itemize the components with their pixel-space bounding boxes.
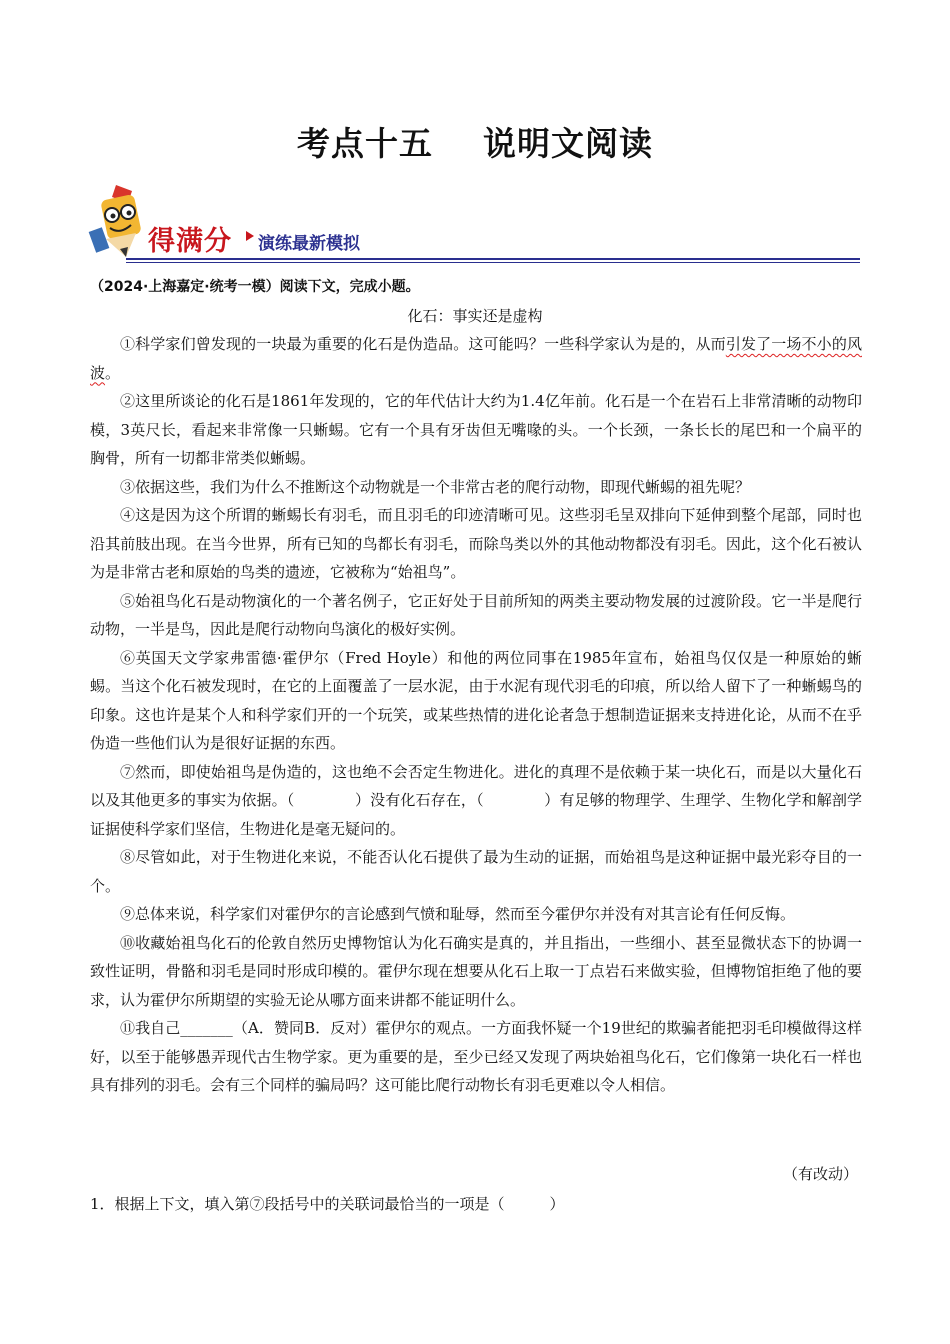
paragraph-3: ③依据这些，我们为什么不推断这个动物就是一个非常古老的爬行动物，即现代蜥蜴的祖先呢？ xyxy=(120,477,751,496)
banner-sub-label: 演练最新模拟 xyxy=(258,234,360,254)
page-title: 考点十五 说明文阅读 xyxy=(297,124,653,163)
section-banner xyxy=(86,183,860,263)
paragraph-7: ⑦然而，即使始祖鸟是伪造的，这也绝不会否定生物进化。进化的真理不是依赖于某一块化石，而是以大量化石以及其他更多的事实为依据。（ ）没有化石存在，（ ）有足够的物理学、生理学、生物化学和解剖学证据使科学家们坚信，生物进化是毫无疑问的。 xyxy=(90,762,862,838)
question-1: 1．根据上下文，填入第⑦段括号中的关联词最恰当的一项是（ ） xyxy=(90,1195,565,1213)
article-title: 化石：事实还是虚构 xyxy=(407,307,543,325)
article-body xyxy=(90,330,862,1100)
banner-main-label: 得满分 xyxy=(148,226,232,257)
paragraph-5: ⑤始祖鸟化石是动物演化的一个著名例子，它正好处于目前所知的两类主要动物发展的过渡阶段。它一半是爬行动物，一半是鸟，因此是爬行动物向鸟演化的极好实例。 xyxy=(90,591,862,638)
source-line: （2024·上海嘉定·统考一模）阅读下文，完成小题。 xyxy=(90,279,420,295)
banner-arrow-icon xyxy=(246,231,254,241)
paragraph-6: ⑥英国天文学家弗雷德·霍伊尔（Fred Hoyle）和他的两位同事在1985年宣布，始祖鸟仅仅是一种原始的蜥蜴。当这个化石被发现时，在它的上面覆盖了一层水泥，由于水泥有现代羽毛的印痕，所以给人留下了一种蜥蜴鸟的印象。这也许是某个人和科学家们开的一个玩笑，或某些热情的进化论者急于想制造证据来支持进化论，从而不在乎伪造一些他们认为是很好证据的东西。 xyxy=(90,648,862,752)
paragraph-11: ⑪我自己_______（A．赞同B．反对）霍伊尔的观点。一方面我怀疑一个19世纪的欺骗者能把羽毛印模做得这样好，以至于能够愚弄现代古生物学家。更为重要的是，至少已经又发现了两块始祖鸟化石，它们像第一块化石一样也具有排列的羽毛。会有三个同样的骗局吗？这可能比爬行动物长有羽毛更难以令人相信。 xyxy=(90,1019,862,1094)
paragraph-4: ④这是因为这个所谓的蜥蜴长有羽毛，而且羽毛的印迹清晰可见。这些羽毛呈双排向下延伸到整个尾部，同时也沿其前肢出现。在当今世界，所有已知的鸟都长有羽毛，而除鸟类以外的其他动物都没有羽毛。因此，这个化石被认为是非常古老和原始的鸟类的遗迹，它被称为“始祖鸟”。 xyxy=(90,506,862,581)
paragraph-2: ②这里所谈论的化石是1861年发现的，它的年代估计大约为1.4亿年前。化石是一个在岩石上非常清晰的动物印模，3英尺长，看起来非常像一只蜥蜴。它有一个具有牙齿但无嘴喙的头。一个长颈，一条长长的尾巴和一个扁平的胸骨，所有一切都非常类似蜥蜴。 xyxy=(90,392,862,467)
banner-divider-thin xyxy=(126,262,860,263)
underlined-phrase: 引发了一场不小的风波 xyxy=(90,335,862,382)
banner-divider xyxy=(126,258,860,260)
paragraph-1: ①科学家们曾发现的一块最为重要的化石是伪造品。这可能吗？一些科学家认为是的，从而引发了一场不小的风波。 xyxy=(90,335,862,382)
paragraph-8: ⑧尽管如此，对于生物进化来说，不能否认化石提供了最为生动的证据，而始祖鸟是这种证据中最光彩夺目的一个。 xyxy=(90,848,862,895)
paragraph-10: ⑩收藏始祖鸟化石的伦敦自然历史博物馆认为化石确实是真的，并且指出，一些细小、甚至显微状态下的协调一致性证明，骨骼和羽毛是同时形成印模的。霍伊尔现在想要从化石上取一丁点岩石来做实验，但博物馆拒绝了他的要求，认为霍伊尔所期望的实验无论从哪方面来讲都不能证明什么。 xyxy=(90,933,862,1009)
pencil-mascot-icon xyxy=(86,183,152,259)
revision-note: （有改动） xyxy=(782,1165,858,1183)
paragraph-9: ⑨总体来说，科学家们对霍伊尔的言论感到气愤和耻辱，然而至今霍伊尔并没有对其言论有任何反悔。 xyxy=(120,905,796,923)
